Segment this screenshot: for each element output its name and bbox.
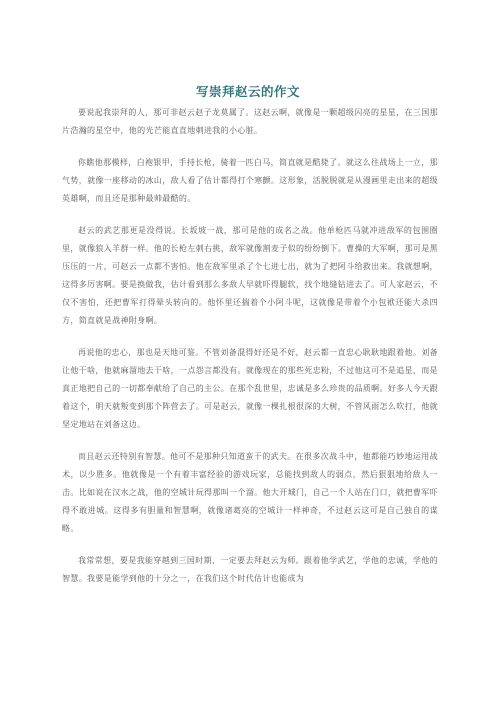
paragraph-martial-arts: 赵云的武艺那更是没得说。长坂坡一战，那可是他的成名之战。他单枪匹马就冲进敌军的包围圈里，就像狼入羊群一样。他的长枪左刺右挑，敌军就像割麦子似的纷纷倒下。曹操的大军啊，那可是黑压压的一片，可赵云一点都不害怕。他在敌军里杀了个七进七出，就为了把阿斗给救出来。我就想啊，这得多厉害啊。要是换做我，估计看到那么多敌人早就吓得腿软，找个地缝钻进去了。可人家赵云，不仅不害怕，还把曹军打得晕头转向的。他怀里还揣着个小阿斗呢，这就像是带着个小包袱还能大杀四方，简直就是战神附身啊。	[62, 226, 438, 325]
paragraph-aspiration: 我常常想，要是我能穿越到三国时期，一定要去拜赵云为师。跟着他学武艺，学他的忠诚，学他的智慧。我要是能学到他的十分之一，在我们这个时代估计也能成为	[62, 556, 438, 583]
paragraph-appearance: 你瞧他那模样，白袍银甲，手持长枪，骑着一匹白马，简直就是酷毙了。就这么往战场上一立，那气势，就像一座移动的冰山，敌人看了估计都得打个寒颤。这形象，活脱脱就是从漫画里走出来的超级英雄啊，而且还是那种最帅最酷的。	[62, 158, 438, 203]
paragraph-loyalty: 再说他的忠心，那也是天地可鉴。不管刘备混得好还是不好，赵云都一直忠心耿耿地跟着他。刘备让他干啥，他就麻溜地去干啥，一点怨言都没有。就像现在的那些死忠粉，不过他这可不是追星，而是真正地把自己的一切都奉献给了自己的主公。在那个乱世里，忠诚是多么珍贵的品质啊。好多人今天跟着这个，明天就叛变到那个阵营去了。可是赵云，就像一棵扎根很深的大树，不管风雨怎么吹打，他就坚定地站在刘备这边。	[62, 348, 438, 429]
document-title: 写崇拜赵云的作文	[195, 84, 300, 99]
paragraph-wisdom: 而且赵云还特别有智慧。他可不是那种只知道蛮干的武夫。在很多次战斗中，他都能巧妙地运用战术，以少胜多。他就像是一个有着丰富经验的游戏玩家，总能找到敌人的弱点，然后狠狠地给敌人一击。比如说在汉水之战，他的空城计玩得那叫一个溜。他大开城门，自己一个人站在门口，就把曹军吓得不敢进城。这得多有胆量和智慧啊，就像诸葛亮的空城计一样神奇，不过赵云这可是自己独自的谋略。	[62, 452, 438, 533]
paragraph-intro: 要说起我崇拜的人，那可非赵云赵子龙莫属了。这赵云啊，就像是一颗超级闪亮的星星，在三国那片浩瀚的星空中，他的光芒能直直地刺进我的小心脏。	[62, 108, 438, 135]
document-body	[62, 104, 438, 602]
